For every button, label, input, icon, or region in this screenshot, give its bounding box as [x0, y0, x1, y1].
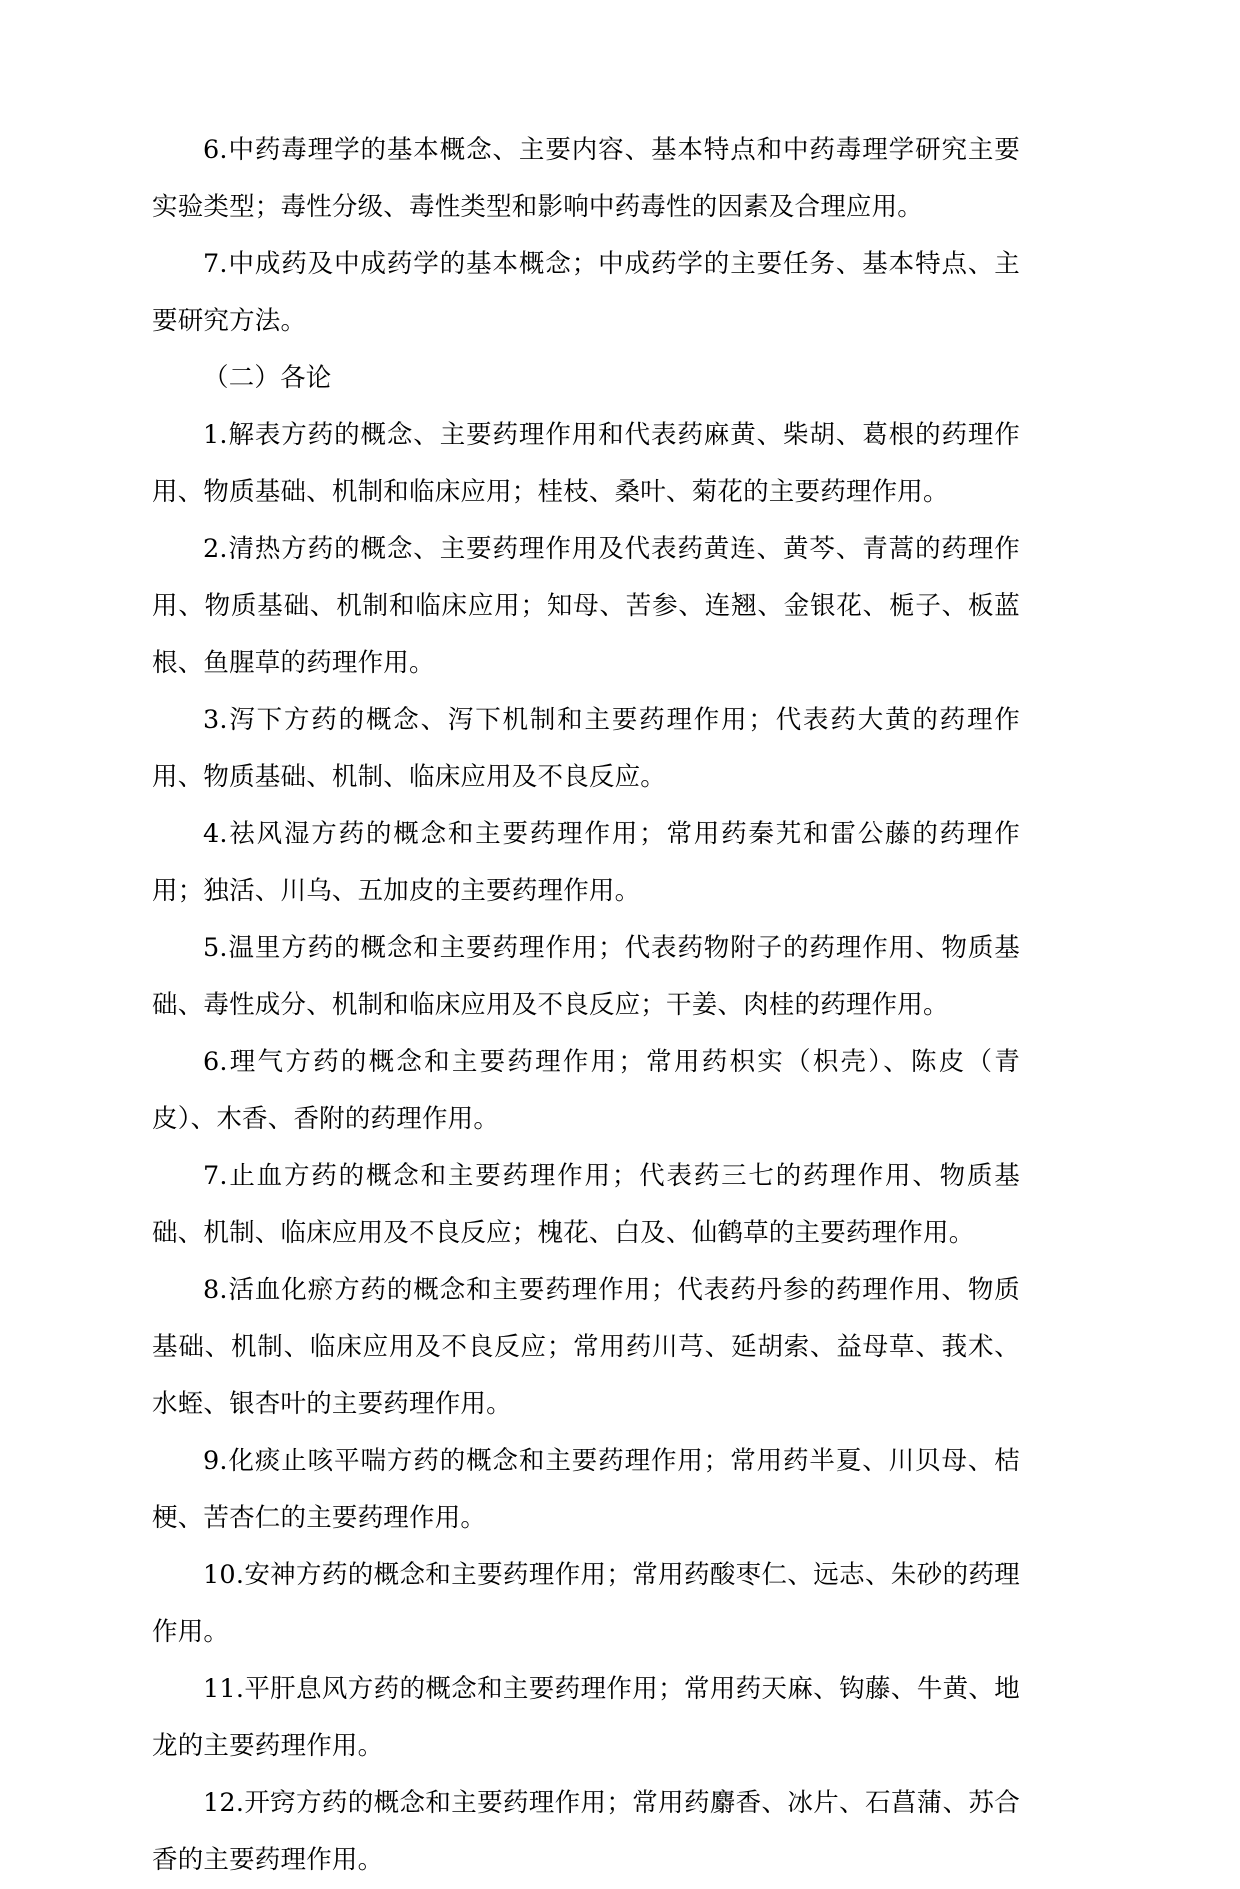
body-paragraph: 9.化痰止咳平喘方药的概念和主要药理作用；常用药半夏、川贝母、桔梗、苦杏仁的主要药理作用。 [152, 1446, 1020, 1533]
body-paragraph: 4.祛风湿方药的概念和主要药理作用；常用药秦艽和雷公藤的药理作用；独活、川乌、五加皮的主要药理作用。 [152, 819, 1020, 906]
document-body [152, 122, 1020, 1889]
body-paragraph: 2.清热方药的概念、主要药理作用及代表药黄连、黄芩、青蒿的药理作用、物质基础、机制和临床应用；知母、苦参、连翘、金银花、栀子、板蓝根、鱼腥草的药理作用。 [152, 534, 1020, 678]
body-paragraph: 5.温里方药的概念和主要药理作用；代表药物附子的药理作用、物质基础、毒性成分、机制和临床应用及不良反应；干姜、肉桂的药理作用。 [152, 933, 1020, 1020]
body-paragraph: 11.平肝息风方药的概念和主要药理作用；常用药天麻、钩藤、牛黄、地龙的主要药理作用。 [152, 1674, 1020, 1761]
body-paragraph: 6.理气方药的概念和主要药理作用；常用药枳实（枳壳）、陈皮（青皮）、木香、香附的药理作用。 [152, 1047, 1020, 1134]
body-paragraph: 7.止血方药的概念和主要药理作用；代表药三七的药理作用、物质基础、机制、临床应用及不良反应；槐花、白及、仙鹤草的主要药理作用。 [152, 1161, 1020, 1248]
body-paragraph: 12.开窍方药的概念和主要药理作用；常用药麝香、冰片、石菖蒲、苏合香的主要药理作用。 [152, 1788, 1020, 1875]
body-paragraph: 1.解表方药的概念、主要药理作用和代表药麻黄、柴胡、葛根的药理作用、物质基础、机制和临床应用；桂枝、桑叶、菊花的主要药理作用。 [152, 420, 1020, 507]
body-paragraph: 8.活血化瘀方药的概念和主要药理作用；代表药丹参的药理作用、物质基础、机制、临床应用及不良反应；常用药川芎、延胡索、益母草、莪术、水蛭、银杏叶的主要药理作用。 [152, 1275, 1020, 1419]
section-heading: （二）各论 [203, 363, 332, 393]
body-paragraph: 6.中药毒理学的基本概念、主要内容、基本特点和中药毒理学研究主要实验类型；毒性分级、毒性类型和影响中药毒性的因素及合理应用。 [152, 135, 1020, 222]
body-paragraph: 7.中成药及中成药学的基本概念；中成药学的主要任务、基本特点、主要研究方法。 [152, 249, 1020, 336]
body-paragraph: 10.安神方药的概念和主要药理作用；常用药酸枣仁、远志、朱砂的药理作用。 [152, 1560, 1020, 1647]
body-paragraph: 3.泻下方药的概念、泻下机制和主要药理作用；代表药大黄的药理作用、物质基础、机制、临床应用及不良反应。 [152, 705, 1020, 792]
